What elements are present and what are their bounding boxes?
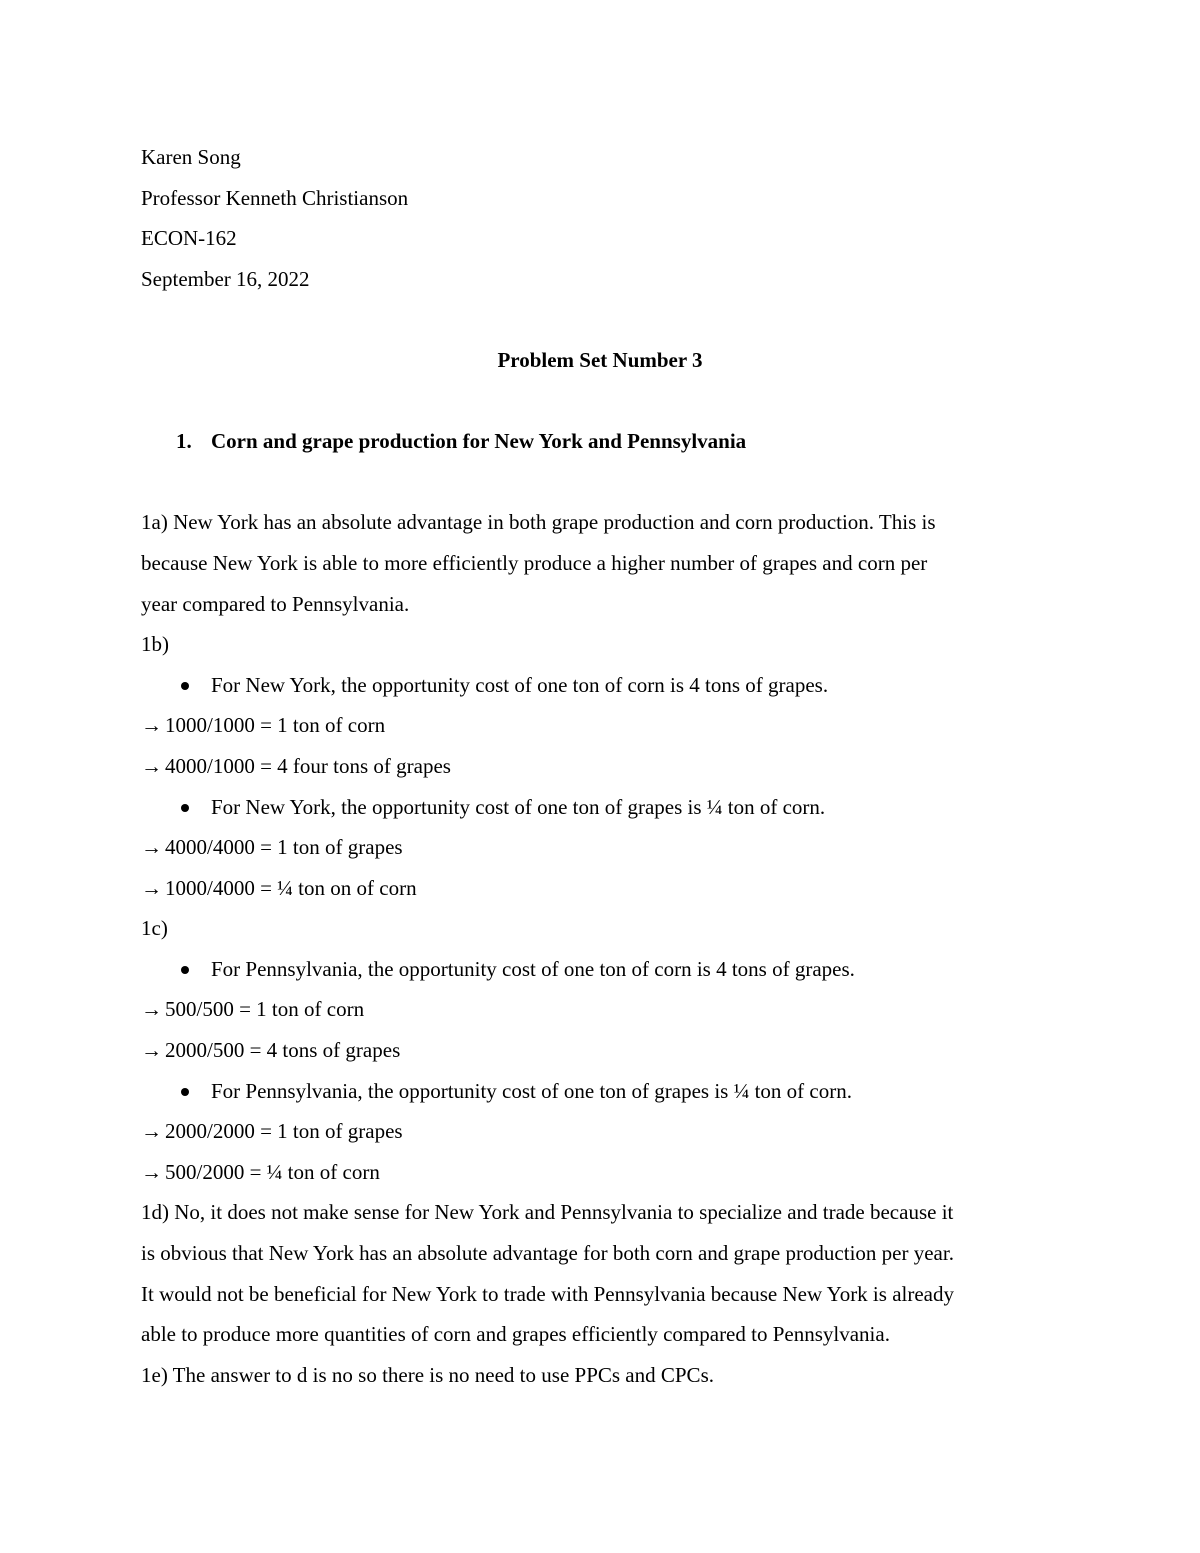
arrow-icon: → bbox=[141, 1038, 162, 1063]
student-name: Karen Song bbox=[141, 145, 241, 169]
date: September 16, 2022 bbox=[141, 266, 310, 291]
answer-1d-line: 1d) No, it does not make sense for New York and Pennsylvania to specialize and trade because it bbox=[141, 1200, 954, 1225]
calculation-text: 2000/500 = 4 tons of grapes bbox=[165, 1038, 401, 1063]
answer-1d-line: is obvious that New York has an absolute advantage for both corn and grape production per year. bbox=[141, 1241, 954, 1266]
arrow-icon: → bbox=[141, 1119, 162, 1144]
section-number: 1. bbox=[176, 429, 192, 454]
professor-name: Professor Kenneth Christianson bbox=[141, 185, 409, 210]
answer-1a-line: because New York is able to more efficiently produce a higher number of grapes and corn per bbox=[141, 550, 928, 575]
answer-1d bbox=[141, 1192, 1071, 1354]
arrow-icon: → bbox=[141, 753, 162, 778]
header-block bbox=[141, 137, 1071, 299]
answer-1a-line: 1a) New York has an absolute advantage in both grape production and corn production. This is bbox=[141, 510, 936, 535]
calculation-line bbox=[141, 705, 1071, 746]
bullet-text: For New York, the opportunity cost of one ton of corn is 4 tons of grapes. bbox=[211, 672, 829, 697]
bullet-text: For New York, the opportunity cost of one ton of grapes is ¼ ton of corn. bbox=[211, 794, 826, 819]
section-heading-text: Corn and grape production for New York and Pennsylvania bbox=[211, 429, 747, 454]
answer-1e: 1e) The answer to d is no so there is no need to use PPCs and CPCs. bbox=[141, 1362, 714, 1387]
calculation-line bbox=[141, 1152, 1071, 1193]
document-body bbox=[141, 137, 1071, 1395]
spacer bbox=[141, 381, 1071, 422]
calculation-line bbox=[141, 868, 1071, 909]
bullet-item bbox=[141, 1071, 1071, 1112]
calculation-text: 2000/2000 = 1 ton of grapes bbox=[165, 1119, 403, 1144]
answer-1a-line: year compared to Pennsylvania. bbox=[141, 591, 410, 616]
calculation-line bbox=[141, 989, 1071, 1030]
calculation-line bbox=[141, 1030, 1071, 1071]
spacer bbox=[141, 462, 1071, 503]
arrow-icon: → bbox=[141, 713, 162, 738]
calculation-line bbox=[141, 1111, 1071, 1152]
bullet-text: For Pennsylvania, the opportunity cost of one ton of corn is 4 tons of grapes. bbox=[211, 956, 855, 981]
calculation-line bbox=[141, 746, 1071, 787]
bullet-icon bbox=[181, 682, 189, 690]
calculation-text: 500/500 = 1 ton of corn bbox=[165, 997, 365, 1022]
answer-1d-line: able to produce more quantities of corn and grapes efficiently compared to Pennsylvania. bbox=[141, 1322, 890, 1347]
calculation-text: 4000/4000 = 1 ton of grapes bbox=[165, 835, 403, 860]
spacer bbox=[141, 299, 1071, 340]
bullet-icon bbox=[181, 1088, 189, 1096]
arrow-icon: → bbox=[141, 1159, 162, 1184]
answer-1a bbox=[141, 502, 1071, 624]
calculation-text: 1000/1000 = 1 ton of corn bbox=[165, 713, 386, 738]
bullet-item bbox=[141, 665, 1071, 706]
calculation-text: 500/2000 = ¼ ton of corn bbox=[165, 1159, 380, 1184]
section-heading bbox=[141, 421, 1071, 462]
arrow-icon: → bbox=[141, 997, 162, 1022]
bullet-icon bbox=[181, 804, 189, 812]
answer-1d-line: It would not be beneficial for New York to trade with Pennsylvania because New York is already bbox=[141, 1281, 954, 1306]
calculation-text: 4000/1000 = 4 four tons of grapes bbox=[165, 753, 451, 778]
document-title: Problem Set Number 3 bbox=[497, 347, 703, 372]
bullet-item bbox=[141, 787, 1071, 828]
arrow-icon: → bbox=[141, 835, 162, 860]
arrow-icon: → bbox=[141, 875, 162, 900]
bullet-item bbox=[141, 949, 1071, 990]
bullet-text: For Pennsylvania, the opportunity cost of one ton of grapes is ¼ ton of corn. bbox=[211, 1078, 852, 1103]
label-1b: 1b) bbox=[141, 632, 169, 657]
bullet-icon bbox=[181, 966, 189, 974]
calculation-line bbox=[141, 827, 1071, 868]
calculation-text: 1000/4000 = ¼ ton on of corn bbox=[165, 875, 417, 900]
label-1c: 1c) bbox=[141, 916, 168, 941]
course-code: ECON-162 bbox=[141, 226, 237, 251]
